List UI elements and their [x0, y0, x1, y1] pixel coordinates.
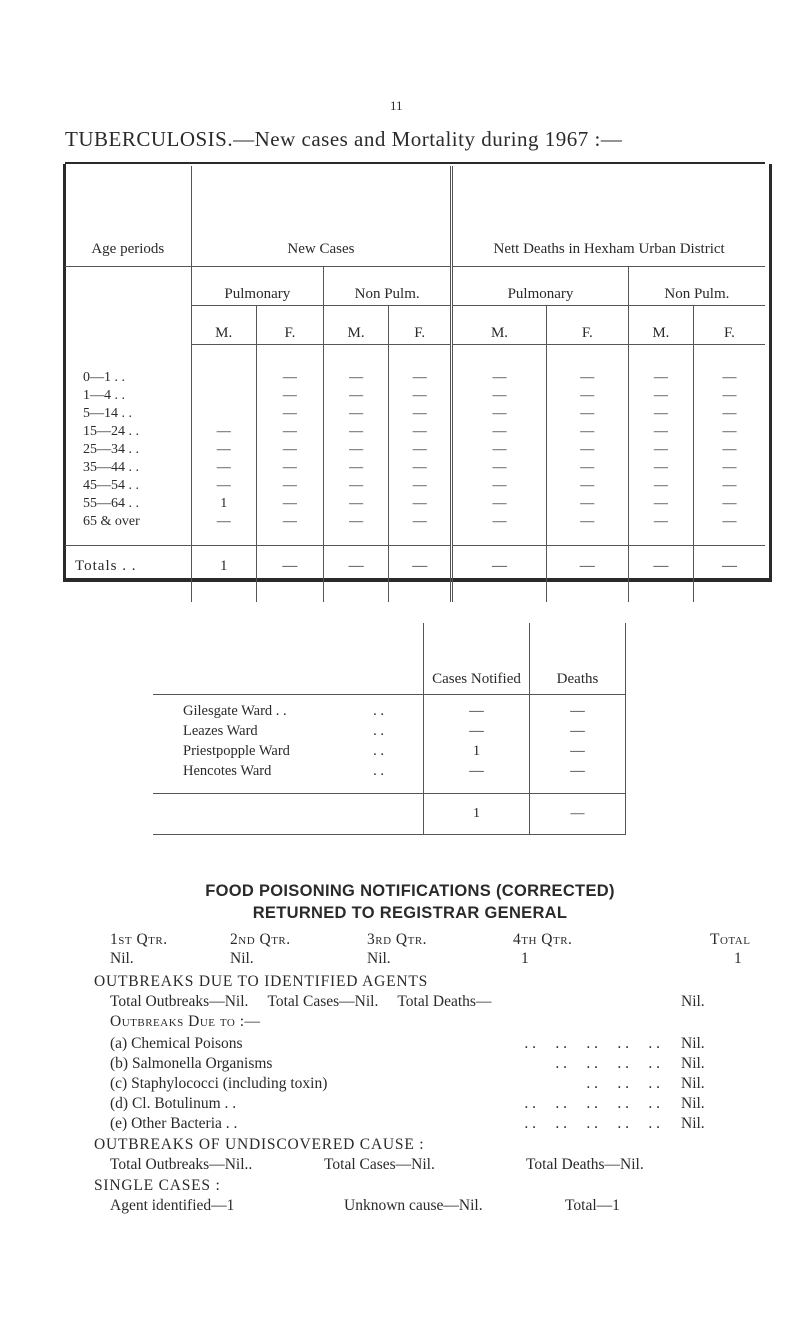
- total-cell: —: [389, 546, 452, 603]
- table-cell: —: [389, 345, 452, 388]
- table-cell: —: [256, 513, 323, 546]
- deaths-header: Deaths: [530, 623, 626, 695]
- qtr-3-value: Nil.: [367, 950, 391, 967]
- deaths-pulmonary-header: Pulmonary: [452, 267, 629, 306]
- agent-label: (a) Chemical Poisons: [110, 1035, 243, 1052]
- table-row: [65, 441, 765, 459]
- table-cell: —: [389, 387, 452, 405]
- single-total: Total—1: [565, 1197, 620, 1214]
- identified-totals: Total Outbreaks—Nil. Total Cases—Nil. Total Deaths—: [110, 993, 492, 1010]
- agent-value: Nil.: [681, 1075, 705, 1092]
- age-period: 55—64 . .: [83, 496, 139, 511]
- table-cell: —: [256, 387, 323, 405]
- qtr-4-value: 1: [521, 950, 529, 967]
- table-cell: —: [628, 441, 693, 459]
- table-cell: —: [256, 441, 323, 459]
- agent-dots: . . . . . . . . . .: [524, 1035, 660, 1052]
- table-cell: —: [452, 345, 547, 388]
- total-value: 1: [734, 950, 742, 967]
- ward-lead: [183, 723, 388, 740]
- ward-deaths: —: [530, 741, 626, 761]
- agent-value: Nil.: [681, 1035, 705, 1052]
- ward-lead: [183, 703, 388, 720]
- age-period: 25—34 . .: [83, 442, 139, 457]
- table-cell: —: [452, 495, 547, 513]
- table-row: [65, 477, 765, 495]
- food-poisoning-heading-2: RETURNED TO REGISTRAR GENERAL: [252, 904, 568, 922]
- ward-name-cell: [153, 761, 424, 794]
- table-cell: —: [693, 441, 765, 459]
- table-cell: —: [324, 459, 389, 477]
- ward-cases: —: [424, 695, 530, 722]
- agent-value: Nil.: [681, 1055, 705, 1072]
- agent-dots: . . . . . . . . . .: [524, 1115, 660, 1132]
- ward-dots: . .: [373, 722, 384, 739]
- table-cell: —: [324, 477, 389, 495]
- ward-total-cases: 1: [424, 794, 530, 835]
- total-cell: 1: [191, 546, 256, 603]
- tuberculosis-table: [65, 166, 765, 602]
- agent-label: (c) Staphylococci (including toxin): [110, 1075, 328, 1092]
- ward-row: [153, 695, 626, 722]
- table-cell: —: [628, 495, 693, 513]
- table-cell: —: [452, 423, 547, 441]
- food-poisoning-heading-1: FOOD POISONING NOTIFICATIONS (CORRECTED): [205, 882, 615, 900]
- ward-lead: [183, 763, 388, 780]
- ward-row: [153, 721, 626, 741]
- identified-deaths-value: Nil.: [681, 993, 705, 1010]
- table-cell: —: [628, 345, 693, 388]
- qtr-4-label: 4th Qtr.: [513, 931, 573, 948]
- table-cell: —: [389, 405, 452, 423]
- table-cell: —: [693, 459, 765, 477]
- table-row: [65, 495, 765, 513]
- table-cell: —: [628, 477, 693, 495]
- table-cell: —: [693, 345, 765, 388]
- undiscovered-outbreaks: Total Outbreaks—Nil..: [110, 1156, 253, 1173]
- ward-dots: . .: [373, 762, 384, 779]
- food-poisoning-heading: [100, 880, 720, 924]
- agent-dots: . . . . . . . . . .: [524, 1095, 660, 1112]
- table-cell: —: [256, 345, 323, 388]
- pulmonary-header: Pulmonary: [191, 267, 323, 306]
- table-cell: —: [546, 405, 628, 423]
- age-period: 45—54 . .: [83, 478, 139, 493]
- outbreaks-due-to: Outbreaks Due to :—: [110, 1013, 261, 1030]
- blank-header: [65, 267, 191, 306]
- table-cell: —: [389, 441, 452, 459]
- table-cell: —: [191, 423, 256, 441]
- blank-header: [65, 306, 191, 345]
- table-cell: —: [389, 513, 452, 546]
- non-pulm-header: Non Pulm.: [324, 267, 452, 306]
- ward-header-blank: [153, 623, 424, 695]
- table-row: [65, 345, 765, 388]
- m-header: M.: [628, 306, 693, 345]
- table-cell: —: [693, 405, 765, 423]
- ward-row: [153, 761, 626, 794]
- table-row: [65, 459, 765, 477]
- f-header: F.: [693, 306, 765, 345]
- agent-label: (d) Cl. Botulinum . .: [110, 1095, 237, 1112]
- ward-dots: . .: [373, 742, 384, 759]
- ward-name-cell: [153, 695, 424, 722]
- table-cell: —: [324, 387, 389, 405]
- table-cell: —: [693, 513, 765, 546]
- f-header: F.: [546, 306, 628, 345]
- wards-table: [153, 623, 626, 835]
- ward-name: Priestpopple Ward: [183, 742, 290, 759]
- total-label: Total: [710, 931, 751, 948]
- table-cell: —: [324, 513, 389, 546]
- table-cell: —: [389, 423, 452, 441]
- m-header: M.: [191, 306, 256, 345]
- qtr-2-value: Nil.: [230, 950, 254, 967]
- table-row: [65, 387, 765, 405]
- f-header: F.: [256, 306, 323, 345]
- table-cell: —: [546, 387, 628, 405]
- table-cell: —: [256, 477, 323, 495]
- agent-label: (e) Other Bacteria . .: [110, 1115, 238, 1132]
- table-cell: —: [452, 387, 547, 405]
- age-period: 5—14 . .: [83, 406, 132, 421]
- single-unknown-cause: Unknown cause—Nil.: [344, 1197, 483, 1214]
- table-cell: —: [628, 423, 693, 441]
- table-cell: —: [546, 345, 628, 388]
- single-agent-identified: Agent identified—1: [110, 1197, 235, 1214]
- table-cell: —: [628, 459, 693, 477]
- qtr-1-label: 1st Qtr.: [110, 931, 168, 948]
- ward-name-cell: [153, 741, 424, 761]
- table-cell: [191, 345, 256, 388]
- undiscovered-cases: Total Cases—Nil.: [324, 1156, 435, 1173]
- table-cell: —: [628, 513, 693, 546]
- ward-dots: . .: [373, 702, 384, 719]
- table-cell: —: [324, 405, 389, 423]
- ward-name: Hencotes Ward: [183, 762, 272, 779]
- ward-total-blank: [153, 794, 424, 835]
- total-cell: —: [256, 546, 323, 603]
- table-cell: —: [693, 477, 765, 495]
- table-cell: —: [191, 513, 256, 546]
- table-cell: —: [546, 477, 628, 495]
- deaths-non-pulm-header: Non Pulm.: [628, 267, 765, 306]
- single-cases-heading: SINGLE CASES :: [94, 1177, 221, 1194]
- table-cell: —: [546, 441, 628, 459]
- ward-deaths: —: [530, 721, 626, 741]
- table-cell: [191, 387, 256, 405]
- ward-total-deaths: —: [530, 794, 626, 835]
- table-cell: —: [546, 513, 628, 546]
- ward-name: Leazes Ward: [183, 722, 258, 739]
- ward-name: Gilesgate Ward . .: [183, 702, 287, 719]
- total-cell: —: [324, 546, 389, 603]
- f-header: F.: [389, 306, 452, 345]
- total-cell: —: [546, 546, 628, 603]
- nett-deaths-header: Nett Deaths in Hexham Urban District: [452, 166, 765, 267]
- table-row: [65, 423, 765, 441]
- table-cell: —: [546, 495, 628, 513]
- table-cell: —: [546, 459, 628, 477]
- table-cell: —: [256, 405, 323, 423]
- table-cell: —: [191, 441, 256, 459]
- table-cell: —: [389, 477, 452, 495]
- table-cell: 1: [191, 495, 256, 513]
- agent-value: Nil.: [681, 1095, 705, 1112]
- totals-label: Totals . .: [65, 546, 191, 603]
- table-cell: —: [389, 459, 452, 477]
- m-header: M.: [452, 306, 547, 345]
- qtr-2-label: 2nd Qtr.: [230, 931, 291, 948]
- table-cell: —: [628, 387, 693, 405]
- age-period: 35—44 . .: [83, 460, 139, 475]
- table-cell: —: [693, 495, 765, 513]
- age-period: 15—24 . .: [83, 424, 139, 439]
- table-row: [65, 405, 765, 423]
- age-period: 1—4 . .: [83, 388, 125, 403]
- table-cell: —: [191, 459, 256, 477]
- table-cell: —: [256, 495, 323, 513]
- table-cell: —: [324, 441, 389, 459]
- age-period: 65 & over: [83, 514, 140, 529]
- table-cell: —: [324, 495, 389, 513]
- total-cell: —: [628, 546, 693, 603]
- total-cell: —: [693, 546, 765, 603]
- ward-row: [153, 741, 626, 761]
- table-cell: —: [452, 405, 547, 423]
- qtr-3-label: 3rd Qtr.: [367, 931, 428, 948]
- table-cell: —: [693, 387, 765, 405]
- agent-dots: . . . . . . . .: [555, 1055, 660, 1072]
- undiscovered-heading: OUTBREAKS OF UNDISCOVERED CAUSE :: [94, 1136, 425, 1153]
- table-top-rule: [65, 162, 765, 164]
- cases-notified-header: Cases Notified: [424, 623, 530, 695]
- new-cases-header: New Cases: [191, 166, 452, 267]
- agent-label: (b) Salmonella Organisms: [110, 1055, 273, 1072]
- table-cell: —: [389, 495, 452, 513]
- table-cell: —: [693, 423, 765, 441]
- ward-cases: 1: [424, 741, 530, 761]
- table-cell: —: [452, 441, 547, 459]
- table-cell: —: [452, 459, 547, 477]
- page-title: TUBERCULOSIS.—New cases and Mortality during 1967 :—: [65, 127, 623, 151]
- table-cell: —: [191, 477, 256, 495]
- agent-dots: . . . . . .: [586, 1075, 660, 1092]
- ward-cases: —: [424, 721, 530, 741]
- table-cell: —: [256, 459, 323, 477]
- table-cell: —: [256, 423, 323, 441]
- ward-name-cell: [153, 721, 424, 741]
- agent-value: Nil.: [681, 1115, 705, 1132]
- page-number: 11: [390, 98, 403, 113]
- table-cell: —: [546, 423, 628, 441]
- table-row: [65, 513, 765, 546]
- table-cell: —: [628, 405, 693, 423]
- ward-deaths: —: [530, 695, 626, 722]
- total-cell: —: [452, 546, 547, 603]
- table-cell: —: [452, 477, 547, 495]
- ward-cases: —: [424, 761, 530, 794]
- qtr-1-value: Nil.: [110, 950, 134, 967]
- age-periods-header: Age periods: [65, 166, 191, 267]
- table-cell: —: [452, 513, 547, 546]
- ward-deaths: —: [530, 761, 626, 794]
- ward-lead: [183, 743, 388, 760]
- undiscovered-deaths: Total Deaths—Nil.: [526, 1156, 644, 1173]
- table-cell: —: [324, 423, 389, 441]
- m-header: M.: [324, 306, 389, 345]
- age-period: 0—1 . .: [83, 369, 125, 385]
- table-cell: —: [324, 345, 389, 388]
- table-cell: [191, 405, 256, 423]
- identified-heading: OUTBREAKS DUE TO IDENTIFIED AGENTS: [94, 973, 429, 990]
